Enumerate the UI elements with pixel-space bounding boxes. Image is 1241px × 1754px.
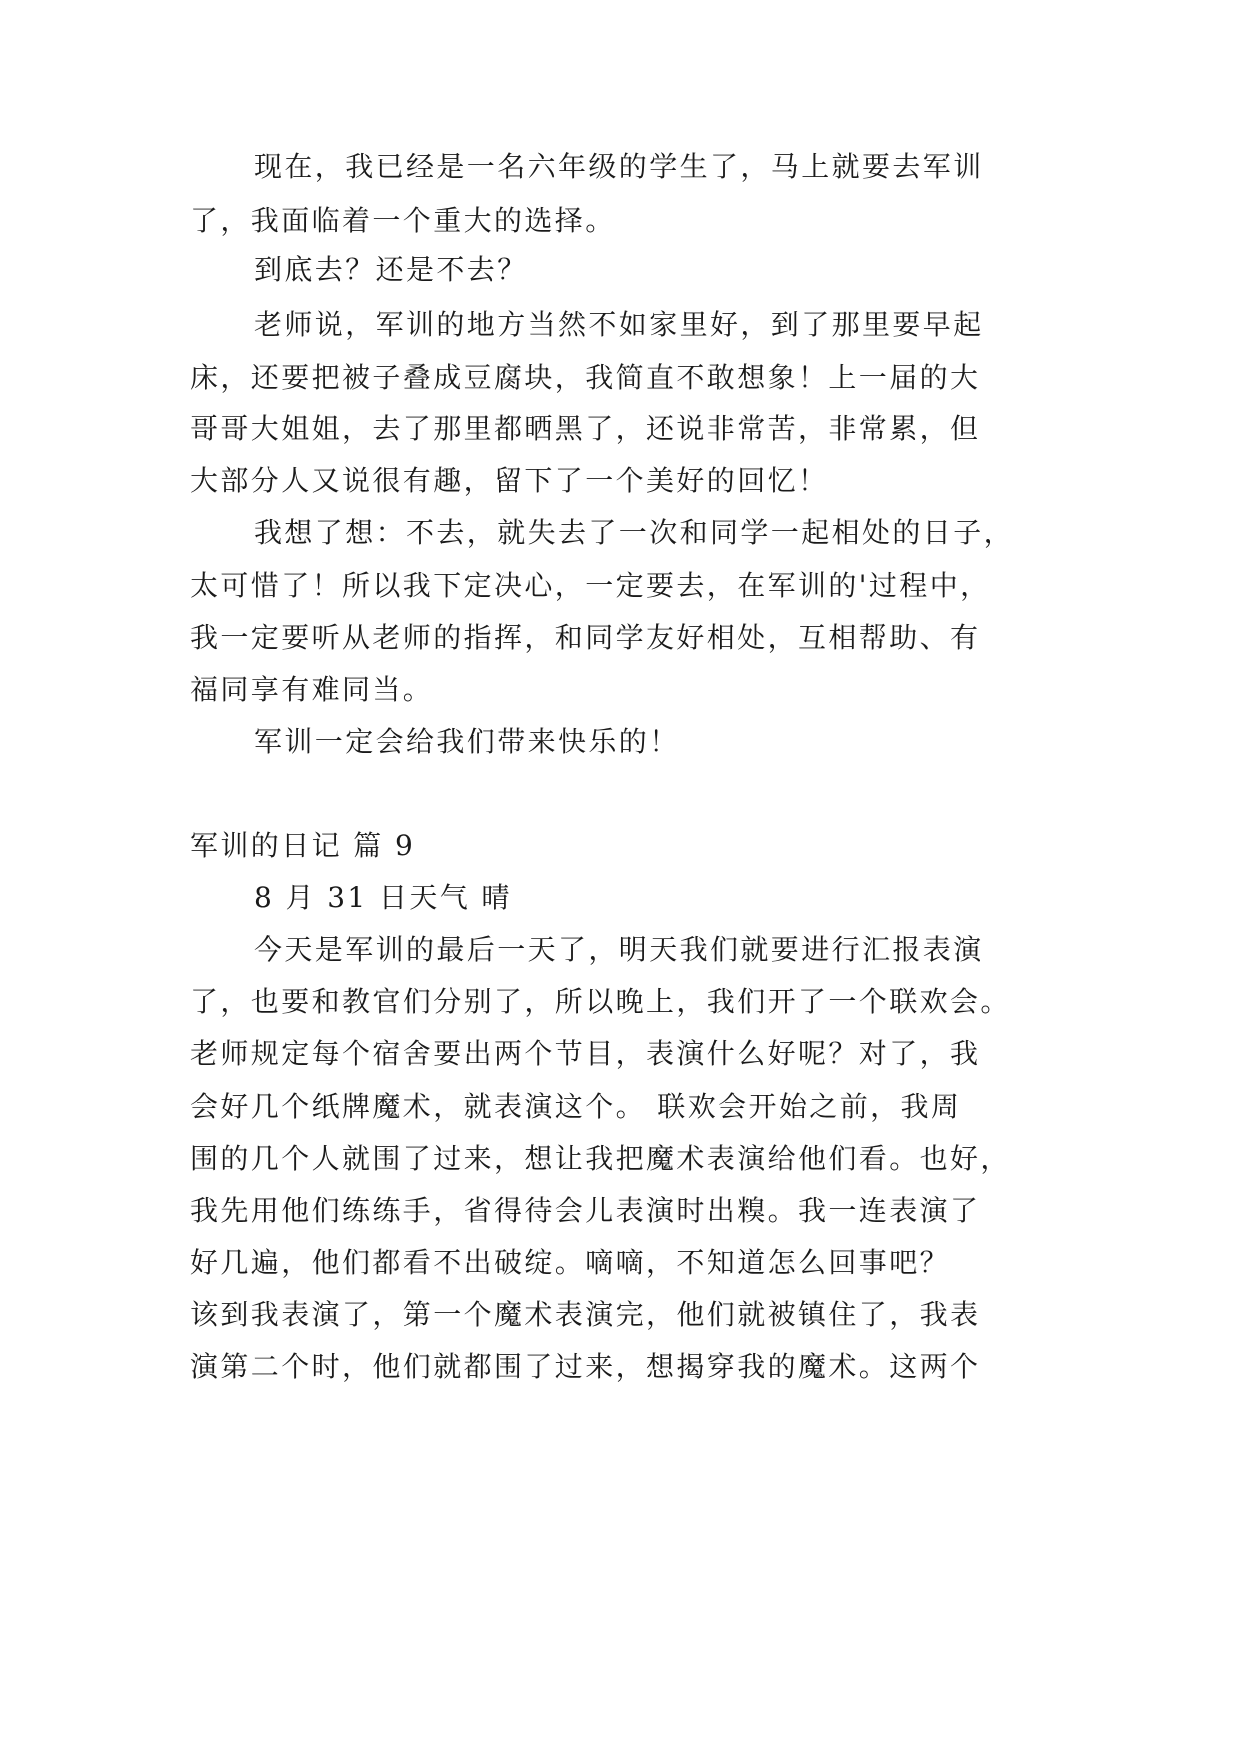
paragraph-line: 会好几个纸牌魔术，就表演这个。 联欢会开始之前，我周 — [190, 1090, 962, 1123]
paragraph-line: 大部分人又说很有趣，留下了一个美好的回忆！ — [190, 464, 829, 497]
paragraph-line: 我想了想：不去，就失去了一次和同学一起相处的日子， — [254, 516, 1015, 549]
paragraph-line: 该到我表演了，第一个魔术表演完，他们就被镇住了，我表 — [190, 1298, 981, 1331]
paragraph-line: 围的几个人就围了过来，想让我把魔术表演给他们看。也好， — [190, 1142, 1011, 1175]
paragraph-line: 今天是军训的最后一天了，明天我们就要进行汇报表演 — [254, 933, 984, 966]
paragraph-line: 老师规定每个宿舍要出两个节目，表演什么好呢？对了，我 — [190, 1037, 981, 1070]
paragraph-line: 我先用他们练练手，省得待会儿表演时出糗。我一连表演了 — [190, 1194, 981, 1227]
paragraph-line: 哥哥大姐姐，去了那里都晒黑了，还说非常苦，非常累，但 — [190, 412, 981, 445]
paragraph-line: 老师说，军训的地方当然不如家里好，到了那里要早起 — [254, 308, 984, 341]
paragraph-line: 演第二个时，他们就都围了过来，想揭穿我的魔术。这两个 — [190, 1350, 981, 1383]
paragraph-line: 军训一定会给我们带来快乐的！ — [254, 725, 680, 758]
paragraph-line: 床，还要把被子叠成豆腐块，我简直不敢想象！上一届的大 — [190, 361, 981, 394]
paragraph-line: 好几遍，他们都看不出破绽。嘀嘀，不知道怎么回事吧？ — [190, 1246, 951, 1279]
paragraph-line: 福同享有难同当。 — [190, 673, 434, 706]
date-weather-line: 8 月 31 日天气 晴 — [254, 881, 512, 914]
paragraph-line: 了，也要和教官们分别了，所以晚上，我们开了一个联欢会。 — [190, 985, 1011, 1018]
paragraph-line: 太可惜了！所以我下定决心，一定要去，在军训的'过程中， — [190, 569, 991, 602]
paragraph-line: 到底去？还是不去？ — [254, 253, 528, 286]
paragraph-line: 现在，我已经是一名六年级的学生了，马上就要去军训 — [254, 150, 984, 183]
section-heading: 军训的日记 篇 9 — [190, 829, 416, 862]
paragraph-line: 了，我面临着一个重大的选择。 — [190, 204, 616, 237]
paragraph-line: 我一定要听从老师的指挥，和同学友好相处，互相帮助、有 — [190, 621, 981, 654]
